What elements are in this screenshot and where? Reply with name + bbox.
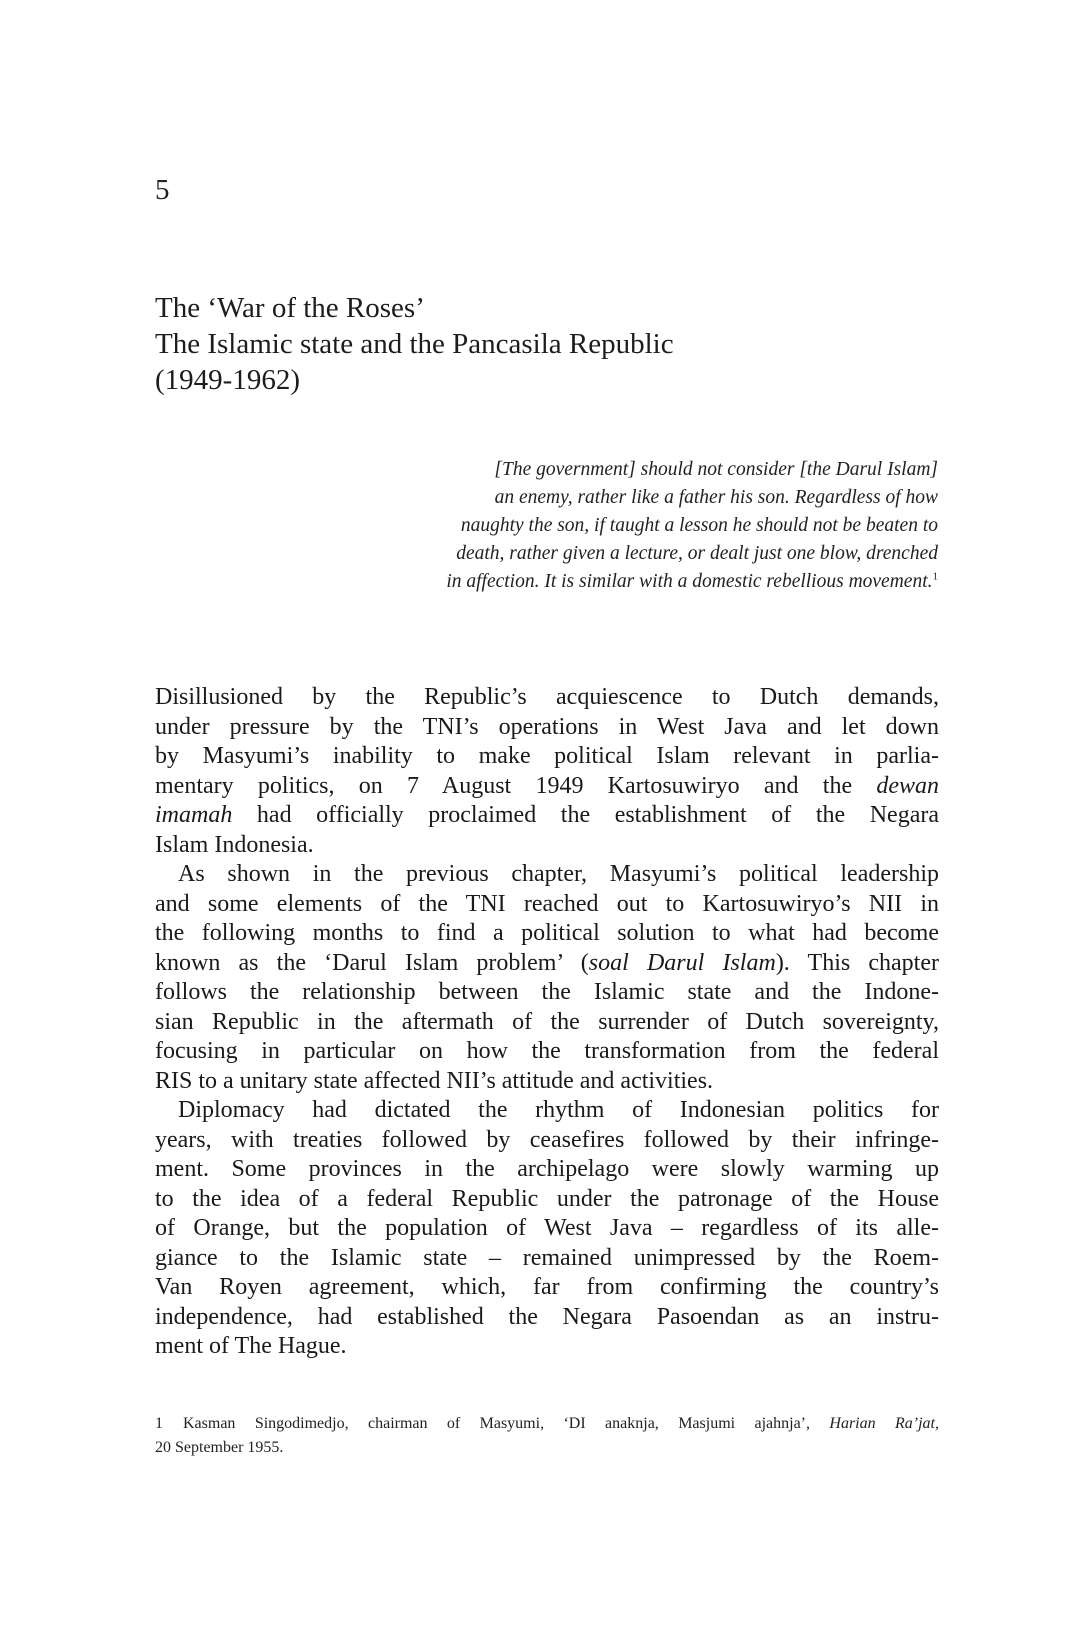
footnote — [155, 1412, 939, 1460]
italic-term: dewan — [876, 772, 940, 799]
footnote-source: Harian Ra’jat, — [829, 1415, 939, 1432]
chapter-subtitle-line: The Islamic state and the Pancasila Republic — [155, 328, 674, 360]
body-line — [155, 772, 939, 802]
italic-term: imamah — [155, 802, 233, 828]
epigraph-line: death, rather given a lecture, or dealt just one blow, drenched — [456, 543, 938, 564]
body-line: As shown in the previous chapter, Masyumi’s political leadership — [178, 861, 939, 887]
body-line: Islam Indonesia. — [155, 831, 314, 858]
body-line: sian Republic in the aftermath of the surrender of Dutch sovereignty, — [155, 1008, 939, 1035]
body-text — [155, 683, 939, 1362]
epigraph — [340, 456, 938, 596]
body-line: by Masyumi’s inability to make political Islam relevant in parlia- — [155, 743, 939, 769]
body-line: focusing in particular on how the transformation from the federal — [155, 1038, 939, 1064]
footnote-line: 20 September 1955. — [155, 1439, 284, 1456]
italic-term: soal Darul Islam — [588, 949, 776, 976]
footnote-line — [155, 1412, 939, 1436]
body-line: Disillusioned by the Republic’s acquiescence to Dutch demands, — [155, 684, 939, 710]
body-line: the following months to find a political solution to what had become — [155, 920, 939, 946]
body-line-text: had officially proclaimed the establishment of the Negara — [256, 802, 939, 828]
epigraph-line: [The government] should not consider [the Darul Islam] — [494, 459, 938, 480]
chapter-date-range: (1949-1962) — [155, 364, 300, 396]
body-line: RIS to a unitary state affected NII’s attitude and activities. — [155, 1067, 714, 1094]
body-line: of Orange, but the population of West Java – regardless of its alle- — [155, 1215, 939, 1241]
body-line: under pressure by the TNI’s operations in West Java and let down — [155, 713, 939, 740]
body-line — [155, 801, 939, 831]
footnote-number: 1 — [155, 1415, 163, 1432]
body-line-text: ). This chapter — [775, 949, 939, 976]
footnote-text: Kasman Singodimedjo, chairman of Masyumi, ‘DI anaknja, Masjumi ajahnja’, — [183, 1415, 810, 1432]
chapter-number: 5 — [155, 174, 170, 206]
epigraph-line-text: in affection. It is similar with a domestic rebellious movement. — [446, 571, 933, 592]
body-line: giance to the Islamic state – remained unimpressed by the Roem- — [155, 1244, 939, 1271]
epigraph-line: naughty the son, if taught a lesson he should not be beaten to — [460, 515, 938, 536]
body-line-text: mentary politics, on 7 August 1949 Kartosuwiryo and the — [155, 772, 853, 799]
epigraph-line — [340, 568, 938, 596]
body-line-text: known as the ‘Darul Islam problem’ ( — [155, 949, 589, 976]
body-line: follows the relationship between the Islamic state and the Indone- — [155, 979, 939, 1005]
body-line — [155, 949, 939, 979]
body-line: independence, had established the Negara Pasoendan as an instru- — [155, 1303, 939, 1330]
body-line: ment of The Hague. — [155, 1333, 347, 1359]
chapter-title — [155, 290, 915, 398]
body-line: and some elements of the TNI reached out to Kartosuwiryo’s NII in — [155, 890, 939, 917]
epigraph-line: an enemy, rather like a father his son. Regardless of how — [494, 487, 938, 508]
chapter-title-line: The ‘War of the Roses’ — [155, 292, 425, 324]
body-line: Van Royen agreement, which, far from confirming the country’s — [155, 1274, 939, 1300]
body-line: Diplomacy had dictated the rhythm of Indonesian politics for — [178, 1097, 939, 1123]
footnote-marker: 1 — [932, 570, 938, 583]
body-line: ment. Some provinces in the archipelago were slowly warming up — [155, 1156, 939, 1182]
body-line: to the idea of a federal Republic under the patronage of the House — [155, 1185, 939, 1212]
body-line: years, with treaties followed by ceasefires followed by their infringe- — [155, 1126, 939, 1153]
